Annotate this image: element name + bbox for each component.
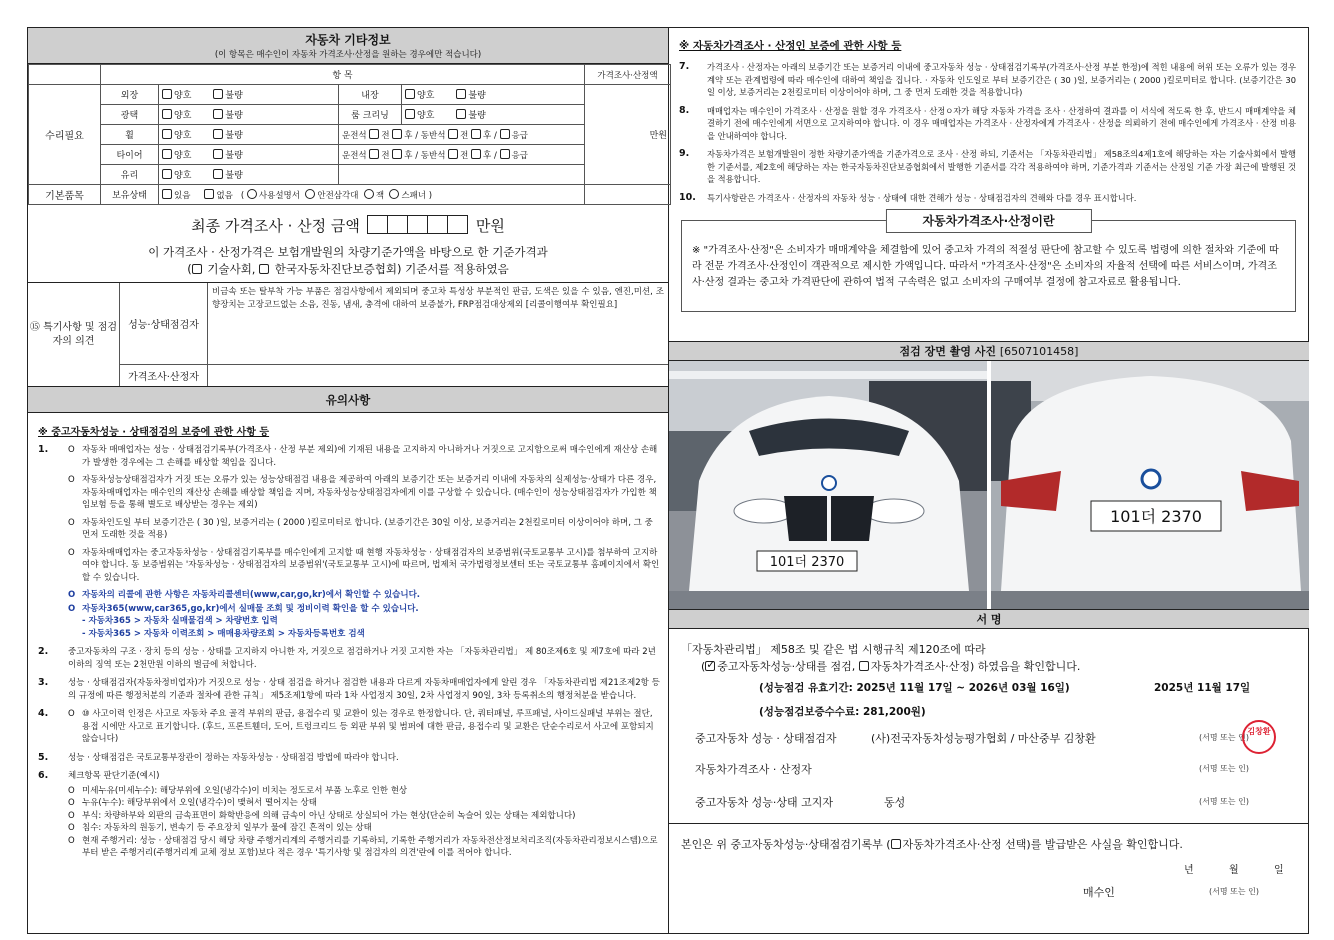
rear-label: 후	[404, 130, 413, 141]
photos	[669, 361, 1309, 609]
sign-section	[669, 629, 1309, 824]
sign-line2a: 중고자동차성능·상태를 점검,	[717, 660, 856, 673]
signature-hint: (서명 또는 인)	[1209, 887, 1259, 896]
note-text: 매매업자는 매수인이 가격조사 · 산정을 원할 경우 가격조사 · 산정ㅇ자가 해당 자동차 가격을 조사 · 산정하여 결과를 이 서식에 적도록 한 후, 반드시 매매계약을 체결하기 전에 매수인에게 서면으로 고지하여야 합니다. 이 경우 매매업자는 가격조사 · 산정자에게 가격조사 · 산정을 의뢰하기 전에 매수인에게 가격조사 · 산정 비용을 안내하여야 합니다.	[707, 105, 1296, 141]
signature-hint: (서명 또는 인)	[1199, 797, 1249, 806]
emergency-label: 응급	[511, 150, 528, 161]
car365-link[interactable]: 자동차365(www,car365,go,kr)에서 실매물 조회 및 정비이력 확인을 할 수 있습니다.	[82, 603, 419, 614]
special-label: ⑮ 특기사항 및 점검자의 의견	[28, 283, 120, 386]
manual-label: 사용설명서	[258, 190, 300, 201]
row-interior: 내장	[339, 85, 402, 105]
recall-link[interactable]: 자동차의 리콜에 관한 사항은 자동차리콜센터(www,car,go,kr)에서 확인할 수 있습니다.	[82, 590, 421, 600]
checkbox[interactable]	[500, 129, 510, 139]
checkbox[interactable]	[369, 149, 379, 159]
checkbox[interactable]	[259, 264, 269, 274]
etc-table: 항 목 가격조사·산정액 수리필요 외장 양호 불량 내장 양호 불량 만원 광택 양호 불량 룸 크리닝 양호 불량 휠 양호 불량 운전석 전 후 / 동반석 전 후 / 응급 타이어 양호 불량 운전석 전 후 / 동반석 전 후 / 응급 유리 양호 불량 기본품목 보유상태 있음 없음 ( 사용설명서 안전삼각대 잭 스패너 )	[28, 64, 671, 205]
row-wheel: 휠	[101, 125, 159, 145]
rear-label: 후	[483, 150, 492, 161]
col-item: 항 목	[101, 65, 585, 85]
checkbox[interactable]	[392, 149, 402, 159]
about-box	[681, 214, 1296, 312]
checkbox[interactable]	[456, 89, 466, 99]
note-10	[679, 192, 1296, 205]
checkbox[interactable]	[859, 661, 869, 671]
notifier-name: 동성	[884, 796, 906, 809]
note-3	[38, 677, 660, 702]
checkbox[interactable]	[448, 149, 458, 159]
checkbox[interactable]	[162, 189, 172, 199]
good-label: 양호	[174, 151, 192, 161]
jack-label: 잭	[375, 190, 385, 201]
final-amount-section	[28, 205, 668, 283]
checkbox[interactable]	[213, 109, 223, 119]
front-label: 전	[381, 150, 390, 161]
note-6: 6. 체크항목 판단기준(예시) O 미세누유(미세누수): 해당부위에 오일(냉각수)이 비치는 정도로서 부품 노후로 인한 현상 O 누유(누수): 해당부위에서 오일(냉각수)이 맺혀서 떨어지는 상태 O 부식: 차량하부와 외판의 금속표면이 화학반응에 의해 금속이 아닌 상태로 상실되어 가는 현상(단순히 녹슬어 있는 상태는 제외합니다) O 침수: 자동차의 원동기, 변속기 등 주요장치 일부가 물에 잠긴 흔적이 있는 상태 O 현재 주행거리: 성능 · 상태점검 당시 해당 차량 주행거리계의 주행거리를 기록하되, 기록한 주행거리가 자동차전산정보처리조직(자동차관리정보시스템)으로부터 받은 주행거리(주행거리계 교체 정보 포함)보다 적은 경우 '특기사항 및 점검자의 의견'란에 이를 적어야 합니다.	[38, 770, 660, 860]
notes-header: 유의사항	[28, 387, 668, 413]
etc-title: 자동차 기타정보	[305, 33, 391, 47]
inspector-label: 중고자동차 성능 · 상태점검자	[695, 732, 837, 745]
note-number: 7.	[679, 61, 690, 72]
row-glass: 유리	[101, 165, 159, 185]
buyer-label: 매수인	[1083, 886, 1115, 899]
left-column	[27, 27, 669, 934]
note-text: 중고자동차의 구조 · 장치 등의 성능 · 상태를 고지하지 아니한 자, 거짓으로 점검하거나 거짓 고지한 자는 「자동차관리법」 제 80조제6호 및 제7호에 따라 2년 이하의 징역 또는 2천만원 이하의 벌금에 처합니다.	[68, 647, 656, 670]
note-number: 8.	[679, 104, 690, 116]
sign-header: 서 명	[669, 609, 1309, 629]
checkbox[interactable]	[389, 189, 399, 199]
rear-label: 후	[404, 150, 413, 161]
driver-label: 운전석	[342, 130, 367, 141]
special-text: 비금속 또는 탈부착 가능 부품은 점검사항에서 제외되며 중고차 특성상 부분적인 판금, 도색은 있을 수 있음, 엔진,미션, 조향장치는 고장코드없는 소음, 진동, 냄새, 충격에 대하여 보증불가, FRP점검대상제외 [리콜이행여부 확인필요]	[208, 283, 668, 365]
note-text: 성능 · 상태점검은 국토교통부장관이 정하는 자동차성능 · 상태점검 방법에 따라야 합니다.	[68, 752, 399, 763]
checkbox[interactable]	[192, 264, 202, 274]
bad-label: 불량	[225, 131, 243, 141]
signature-hint: (서명 또는 인)	[1199, 733, 1249, 742]
checkbox[interactable]	[247, 189, 257, 199]
notes-section-title: ※ 중고자동차성능 · 상태점검의 보증에 관한 사항 등	[38, 427, 270, 438]
signature-hint: (서명 또는 인)	[1199, 764, 1249, 773]
note-text: 누유(누수): 해당부위에서 오일(냉각수)이 맺혀서 떨어지는 상태	[82, 798, 317, 808]
sign-date: 2025년 11월 17일	[1154, 682, 1251, 694]
note-2	[38, 646, 660, 671]
basic-label: 기본품목	[29, 185, 101, 205]
row-exterior: 외장	[101, 85, 159, 105]
triangle-label: 안전삼각대	[317, 190, 359, 201]
good-label: 양호	[174, 171, 192, 181]
inspector-name: (사)전국자동차성능평가협회 / 마산중부 김창환	[871, 732, 1096, 745]
bad-label: 불량	[225, 91, 243, 101]
front-label: 전	[381, 130, 390, 141]
note-1: 1. O 자동차 매매업자는 성능 · 상태점검기록부(가격조사 · 산정 부분 제외)에 기재된 내용을 고지하지 아니하거나 거짓으로 고지함으로써 매수인에게 재산상 손해가 발생한 경우에는 그 손해를 배상할 책임을 집니다. O 자동차성능상태점검자가 거짓 또는 오류가 있는 성능상태점검 내용을 제공하여 아래의 보증기간 또는 보증거리 이내에 자동차의 실제성능·상태가 다른 경우, 자동차매매업자는 매수인의 재산상 손해를 배상할 책임을 지며, 자동차성능상태점검자에게 이를 구상할 수 있습니다. (매수인이 성능상태점검자가 가입한 책임보험 등을 통해 별도로 배상받는 경우는 제외) O 자동차인도일 부터 보증기간은 ( 30 )일, 보증거리는 ( 2000 )킬로미터로 합니다. (보증기간은 30일 이상, 보증거리는 2천킬로미터 이상이어야 하며, 그 중 먼저 도래한 것을 적용) O 자동차매매업자는 중고자동차성능 · 상태점검기록부를 매수인에게 고지할 때 현행 자동차성능 · 상태점검자의 보증범위(국토교통부 고시)를 첨부하여 고지하여야 합니다. 동 보증범위는 '자동차성능 · 상태점검자의 보증범위'(국토교통부 고시)에 따르며, 법제처 국가법령정보센터 또는 국토교통부 홈페이지에서 확인할 수 있습니다. O 자동차의 리콜에 관한 사항은 자동차리콜센터(www,car,go,kr)에서 확인할 수 있습니다. O 자동차365(www,car365,go,kr)에서 실매물 조회 및 정비이력 확인을 할 수 있습니다. - 자동차365 > 자동차 실매물검색 > 차량번호 입력 - 자동차365 > 자동차 이력조회 > 매매용차량조회 > 자동차등록번호 검색	[38, 444, 660, 646]
plate-rear: 101더 2370	[1110, 507, 1202, 526]
confirm-text: 본인은 위 중고자동차성능·상태점검기록부 (	[681, 838, 891, 851]
month-label: 월	[1229, 865, 1239, 876]
checkbox[interactable]	[162, 89, 172, 99]
passenger-label: 동반석	[420, 130, 446, 141]
final-amount-label: 최종 가격조사 · 산정 금액	[191, 217, 360, 235]
note-text: 성능 · 상태점검자(자동차정비업자)가 거짓으로 성능 · 상태 점검을 하거나 점검한 내용과 다르게 자동차매매업자에게 알린 경우 「자동차관리법 제21조제2항 등의 규정에 따른 행정처분의 기준과 절차에 관한 규칙」 제5조제1항에 따라 1차 사업정지 30일, 2차 사업정지 90일, 3차 등록취소의 행정처분을 받습니다.	[68, 678, 660, 701]
about-text: ※ "가격조사·산정"은 소비자가 매매계약을 체결함에 있어 중고차 가격의 적절성 판단에 참고할 수 있도록 법령에 의한 절차와 기준에 따라 전문 가격조사·산정인이 객관적으로 제시한 가액입니다. 따라서 "가격조사·산정"은 소비자의 자율적 선택에 따른 서비스이며, 가격조사·산정 결과는 중고차 가격판단에 관하여 법적 구속력은 없고 소비자의 구매여부 결정에 참고자료로 활용됩니다.	[692, 245, 1279, 288]
slash: /	[415, 150, 419, 161]
note-number: 3.	[38, 677, 49, 688]
emergency-label: 응급	[511, 130, 528, 141]
note-text: 자동차 매매업자는 성능 · 상태점검기록부(가격조사 · 산정 부분 제외)에 기재된 내용을 고지하지 아니하거나 거짓으로 고지함으로써 매수인에게 재산상 손해가 발생한 경우에는 그 손해를 배상할 책임을 집니다.	[82, 445, 658, 468]
year-label: 년	[1184, 865, 1194, 876]
note-text: 미세누유(미세누수): 해당부위에 오일(냉각수)이 비치는 정도로서 부품 노후로 인한 현상	[82, 785, 408, 796]
checkbox[interactable]	[213, 149, 223, 159]
note-text: 자동차매매업자는 중고자동차성능 · 상태점검기록부를 매수인에게 고지할 때 현행 자동차성능 · 상태점검자의 보증범위(국토교통부 고시)를 첨부하여 고지하여야 합니다. 동 보증범위는 '자동차성능 · 상태점검자의 보증범위'(국토교통부 고시)에 따르며, 법제처 국가법령정보센터 또는 국토교통부 홈페이지에서 확인할 수 있습니다.	[82, 547, 660, 583]
etc-subtitle: (이 항목은 매수인이 자동차 가격조사·산정을 원하는 경우에만 적습니다)	[214, 50, 482, 60]
none-label: 없음	[216, 190, 233, 201]
note-number: 5.	[38, 751, 49, 763]
driver-label: 운전석	[342, 150, 367, 161]
row-gloss: 광택	[101, 105, 159, 125]
confirm-text: 자동차가격조사·산정 선택)를 발급받은 사실을 확인합니다.	[902, 838, 1183, 851]
note-text: - 자동차365 > 자동차 이력조회 > 매매용차량조회 > 자동차등록번호 검색	[82, 628, 365, 639]
special-notes	[28, 283, 668, 387]
note-7	[679, 61, 1296, 99]
inspector-label: 성능·상태점검자	[120, 283, 207, 365]
slash: /	[415, 130, 419, 141]
note-5	[38, 752, 660, 765]
note-number: 10.	[679, 191, 696, 203]
good-label: 양호	[417, 91, 435, 101]
photo-header	[669, 341, 1309, 361]
note-4: 4. O ⑩ 사고이력 인정은 사고로 자동차 주요 골격 부위의 판금, 용접수리 및 교환이 있는 경우로 한정합니다. 단, 쿼터패널, 루프패널, 사이드실패널 부위는 절단, 용접 시에만 사고로 표기합니다. (후드, 프론트휀더, 도어, 트렁크리드 등 외판 부위 및 범퍼에 대한 판금, 용접수리 및 교환은 단순수리로서 사고에 포함되지 않습니다)	[38, 708, 660, 746]
guarantee-fee: (성능점검보증수수료: 281,200원)	[759, 706, 926, 718]
checkbox[interactable]	[405, 89, 415, 99]
checkbox[interactable]	[471, 149, 481, 159]
note-text: 침수: 자동차의 원동기, 변속기 등 주요장치 일부가 물에 잠긴 흔적이 있는 상태	[82, 823, 372, 833]
etc-header	[28, 28, 668, 64]
note-text: 자동차인도일 부터 보증기간은 ( 30 )일, 보증거리는 ( 2000 )킬로미터로 합니다. (보증기간은 30일 이상, 보증거리는 2천킬로미터 이상이어야 하며, 그 중 먼저 도래한 것을 적용)	[82, 517, 653, 540]
slash: /	[493, 130, 497, 141]
checkbox[interactable]	[162, 109, 172, 119]
paren: (	[187, 262, 192, 276]
note-number: 9.	[679, 148, 690, 159]
front-label: 전	[460, 150, 469, 161]
final-unit: 만원	[475, 217, 505, 235]
checkbox[interactable]	[369, 129, 379, 139]
checkbox[interactable]	[500, 149, 510, 159]
final-line2a: 기술사회,	[207, 262, 256, 276]
checkbox[interactable]	[213, 129, 223, 139]
bad-label: 불량	[468, 91, 486, 101]
note-number: 1.	[38, 444, 49, 455]
front-label: 전	[460, 130, 469, 141]
checkbox[interactable]	[213, 89, 223, 99]
tire-position	[339, 145, 585, 165]
checkbox[interactable]	[456, 109, 466, 119]
note-text: - 자동차365 > 자동차 실매물검색 > 차량번호 입력	[82, 616, 278, 626]
good-label: 양호	[174, 91, 192, 101]
sign-line2b: 자동차가격조사·산정) 하였음을 확인합니다.	[870, 660, 1081, 673]
checkbox[interactable]	[204, 189, 214, 199]
note-text: 자동차성능상태점검자가 거짓 또는 오류가 있는 성능상태점검 내용을 제공하여 아래의 보증기간 또는 보증거리 이내에 자동차의 실제성능·상태가 다른 경우, 자동차매매업자는 매수인의 재산상 손해를 배상할 책임을 지며, 자동차성능상태점검자에게 이를 구상할 수 있습니다. (매수인이 성능상태점검자가 가입한 책임보험 등을 통해 별도로 배상받는 경우는 제외)	[82, 475, 657, 510]
checkbox[interactable]	[448, 129, 458, 139]
valid-period: (성능점검 유효기간: 2025년 11월 17일 ~ 2026년 03월 16일)	[759, 682, 1070, 694]
photo-id: [6507101458]	[999, 345, 1079, 358]
seal-text: 김창환	[1247, 727, 1271, 736]
passenger-label: 동반석	[420, 150, 446, 161]
paren: (	[701, 660, 706, 673]
good-label: 양호	[417, 111, 435, 121]
checkbox[interactable]	[305, 189, 315, 199]
row-possession: 보유상태	[101, 185, 159, 205]
bad-label: 불량	[225, 151, 243, 161]
about-title: 자동차가격조사·산정이란	[885, 209, 1091, 233]
final-line1: 이 가격조사 · 산정가격은 보험개발원의 차량기준가액을 바탕으로 한 기준가격과	[148, 245, 548, 259]
photo-title: 점검 장면 촬영 사진	[899, 345, 997, 358]
have-label: 있음	[174, 190, 191, 201]
car-rear-photo	[991, 361, 1309, 609]
note-text: 가격조사 · 산정자는 아래의 보증기간 또는 보증거리 이내에 중고자동차 성능 · 상태점검기록부(가격조사·산정 부분 한정)에 적힌 내용에 허위 또는 오류가 있는 경우 계약 또는 관계법령에 따라 매수인에 대하여 책임을 집니다. · 자동차 인도일로 부터 보증기간은 ( 30 )일, 보증거리는 ( 2000 )킬로미터로 합니다. (보증기간은 30일 이상, 보증거리는 2천킬로미터 이상이어야 하며, 그 중 먼저 도래한 것을 적용합니다)	[707, 62, 1296, 97]
note-number: 6.	[38, 770, 49, 781]
note-text: 특기사항란은 가격조사 · 산정자의 자동차 성능 · 상태에 대한 견해가 성능 · 상태점검자의 견해와 다를 경우 표시합니다.	[707, 192, 1137, 203]
final-line2b: 한국자동차진단보증협회) 기준서를 적용하였음	[274, 262, 509, 276]
seal-stamp	[1242, 720, 1276, 754]
repair-label: 수리필요	[29, 85, 101, 185]
note-text: 자동차가격은 보험개발원이 정한 차량기준가액을 기준가격으로 조사 · 산정 하되, 기준서는 「자동차관리법」 제58조의4제1호에 해당하는 자는 기술사회에서 발행한 기준서를, 제2호에 해당하는 자는 한국자동차진단보증협회에서 발행한 기준서를 각각 적용하여야 하며, 기준가격과 기준서는 산정일 기준 가장 최근에 발행된 것을 적용합니다.	[707, 149, 1296, 184]
pricer-label: 가격조사·산정자	[128, 371, 199, 383]
checkbox[interactable]	[162, 149, 172, 159]
checked-checkbox[interactable]: ✓	[706, 658, 716, 671]
checkbox[interactable]	[891, 839, 901, 849]
note-text: 현재 주행거리: 성능 · 상태점검 당시 해당 차량 주행거리계의 주행거리를 기록하되, 기록한 주행거리가 자동차전산정보처리조직(자동차관리정보시스템)으로부터 받은 주행거리(주행거리계 교체 정보 포함)보다 적은 경우 '특기사항 및 점검자의 의견'란에 이를 적어야 합니다.	[82, 835, 658, 858]
note-9	[679, 148, 1296, 186]
note-text: 부식: 차량하부와 외판의 금속표면이 화학반응에 의해 금속이 아닌 상태로 상실되어 가는 현상(단순히 녹슬어 있는 상태는 제외합니다)	[82, 810, 576, 821]
wheel-position	[339, 125, 585, 145]
good-label: 양호	[174, 131, 192, 141]
note-number: 2.	[38, 646, 49, 657]
bad-label: 불량	[468, 111, 486, 121]
price-value: 만원	[585, 85, 671, 185]
note-text: 체크항목 판단기준(예시)	[68, 771, 160, 781]
checkbox[interactable]	[471, 129, 481, 139]
slash: /	[493, 150, 497, 161]
checkbox[interactable]	[162, 169, 172, 179]
car-front-photo	[669, 361, 987, 609]
notifier-label: 중고자동차 성능·상태 고지자	[695, 796, 834, 809]
rear-label: 후	[483, 130, 492, 141]
right-column	[669, 27, 1309, 934]
buyer-confirm	[669, 824, 1309, 935]
good-label: 양호	[174, 111, 192, 121]
row-room-clean: 룸 크리닝	[339, 105, 402, 125]
bad-label: 불량	[225, 171, 243, 181]
checkbox[interactable]	[405, 109, 415, 119]
col-price: 가격조사·산정액	[585, 65, 671, 85]
day-label: 일	[1274, 865, 1284, 876]
plate-front: 101더 2370	[769, 555, 845, 570]
checkbox[interactable]	[392, 129, 402, 139]
checkbox[interactable]	[162, 129, 172, 139]
spanner-label: 스패너	[401, 190, 427, 201]
bad-label: 불량	[225, 111, 243, 121]
note-text: ⑩ 사고이력 인정은 사고로 자동차 주요 골격 부위의 판금, 용접수리 및 교환이 있는 경우로 한정합니다. 단, 쿼터패널, 루프패널, 사이드실패널 부위는 절단, 용접 시에만 사고로 표기합니다. (후드, 프론트휀더, 도어, 트렁크리드 등 외판 부위 및 범퍼에 대한 판금, 용접수리 및 교환은 단순수리로서 사고에 포함되지 않습니다)	[82, 709, 654, 744]
checkbox[interactable]	[364, 189, 374, 199]
note-8	[679, 105, 1296, 143]
row-tire: 타이어	[101, 145, 159, 165]
right-section-title: ※ 자동차가격조사 · 산정인 보증에 관한 사항 등	[679, 40, 902, 52]
note-number: 4.	[38, 708, 49, 719]
sign-line1: 「자동차관리법」 제58조 및 같은 법 시행규칙 제120조에 따라	[681, 643, 986, 656]
pricer-label: 자동차가격조사 · 산정자	[695, 763, 812, 776]
amount-input-boxes[interactable]	[368, 215, 468, 238]
checkbox[interactable]	[213, 169, 223, 179]
